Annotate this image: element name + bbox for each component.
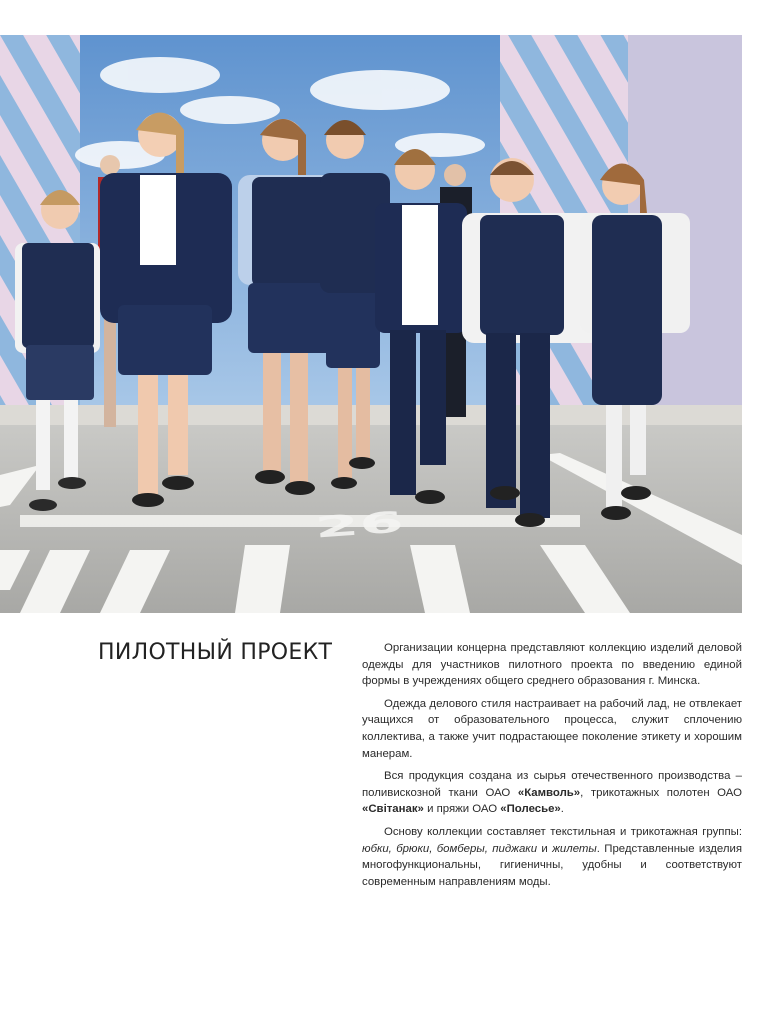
- paragraph-3-text-c: , трикотажных полотен ОАО: [580, 786, 742, 799]
- garment-list: юбки, брюки, бомберы, пиджаки: [362, 842, 538, 855]
- paragraph-1: Организации концерна представляют коллекцию изделий деловой одежды для участников пилотного проекта по введению единой формы в учреждениях общего среднего образования г. Минска.: [362, 642, 742, 688]
- brand-svitanak: «Світанак»: [362, 803, 424, 816]
- section-title: ПИЛОТНЫЙ ПРОЕКТ: [98, 640, 333, 665]
- brand-kamvol: «Камволь»: [517, 786, 581, 799]
- paragraph-4: [362, 824, 742, 890]
- floor-number: 26: [313, 504, 405, 545]
- brand-polesye: «Полесье»: [500, 803, 561, 816]
- garment-vests: жилеты: [552, 842, 597, 855]
- article-body: [362, 640, 742, 896]
- paragraph-4-text-c: и: [537, 842, 553, 855]
- hero-photo: [0, 35, 742, 613]
- paragraph-4-text-a: Основу коллекции составляет текстильная и трикотажная группы:: [384, 825, 742, 838]
- paragraph-3-text-a: Вся продукция создана из сырья отечественного производства – поливискозной ткани ОАО: [362, 770, 742, 799]
- paragraph-3-text-g: .: [560, 803, 564, 816]
- paragraph-3-text-e: и пряжи ОАО: [423, 803, 501, 816]
- paragraph-4-text-e: . Представленные изделия многофункциональны, гигиеничны, удобны и соответствуют современным направлениям моды.: [362, 842, 742, 888]
- paragraph-2: Одежда делового стиля настраивает на рабочий лад, не отвлекает учащихся от образовательного процесса, служит сплочению коллектива, а также учит подрастающее поколение этикету и хорошим манерам.: [362, 697, 742, 760]
- paragraph-3: [362, 768, 742, 818]
